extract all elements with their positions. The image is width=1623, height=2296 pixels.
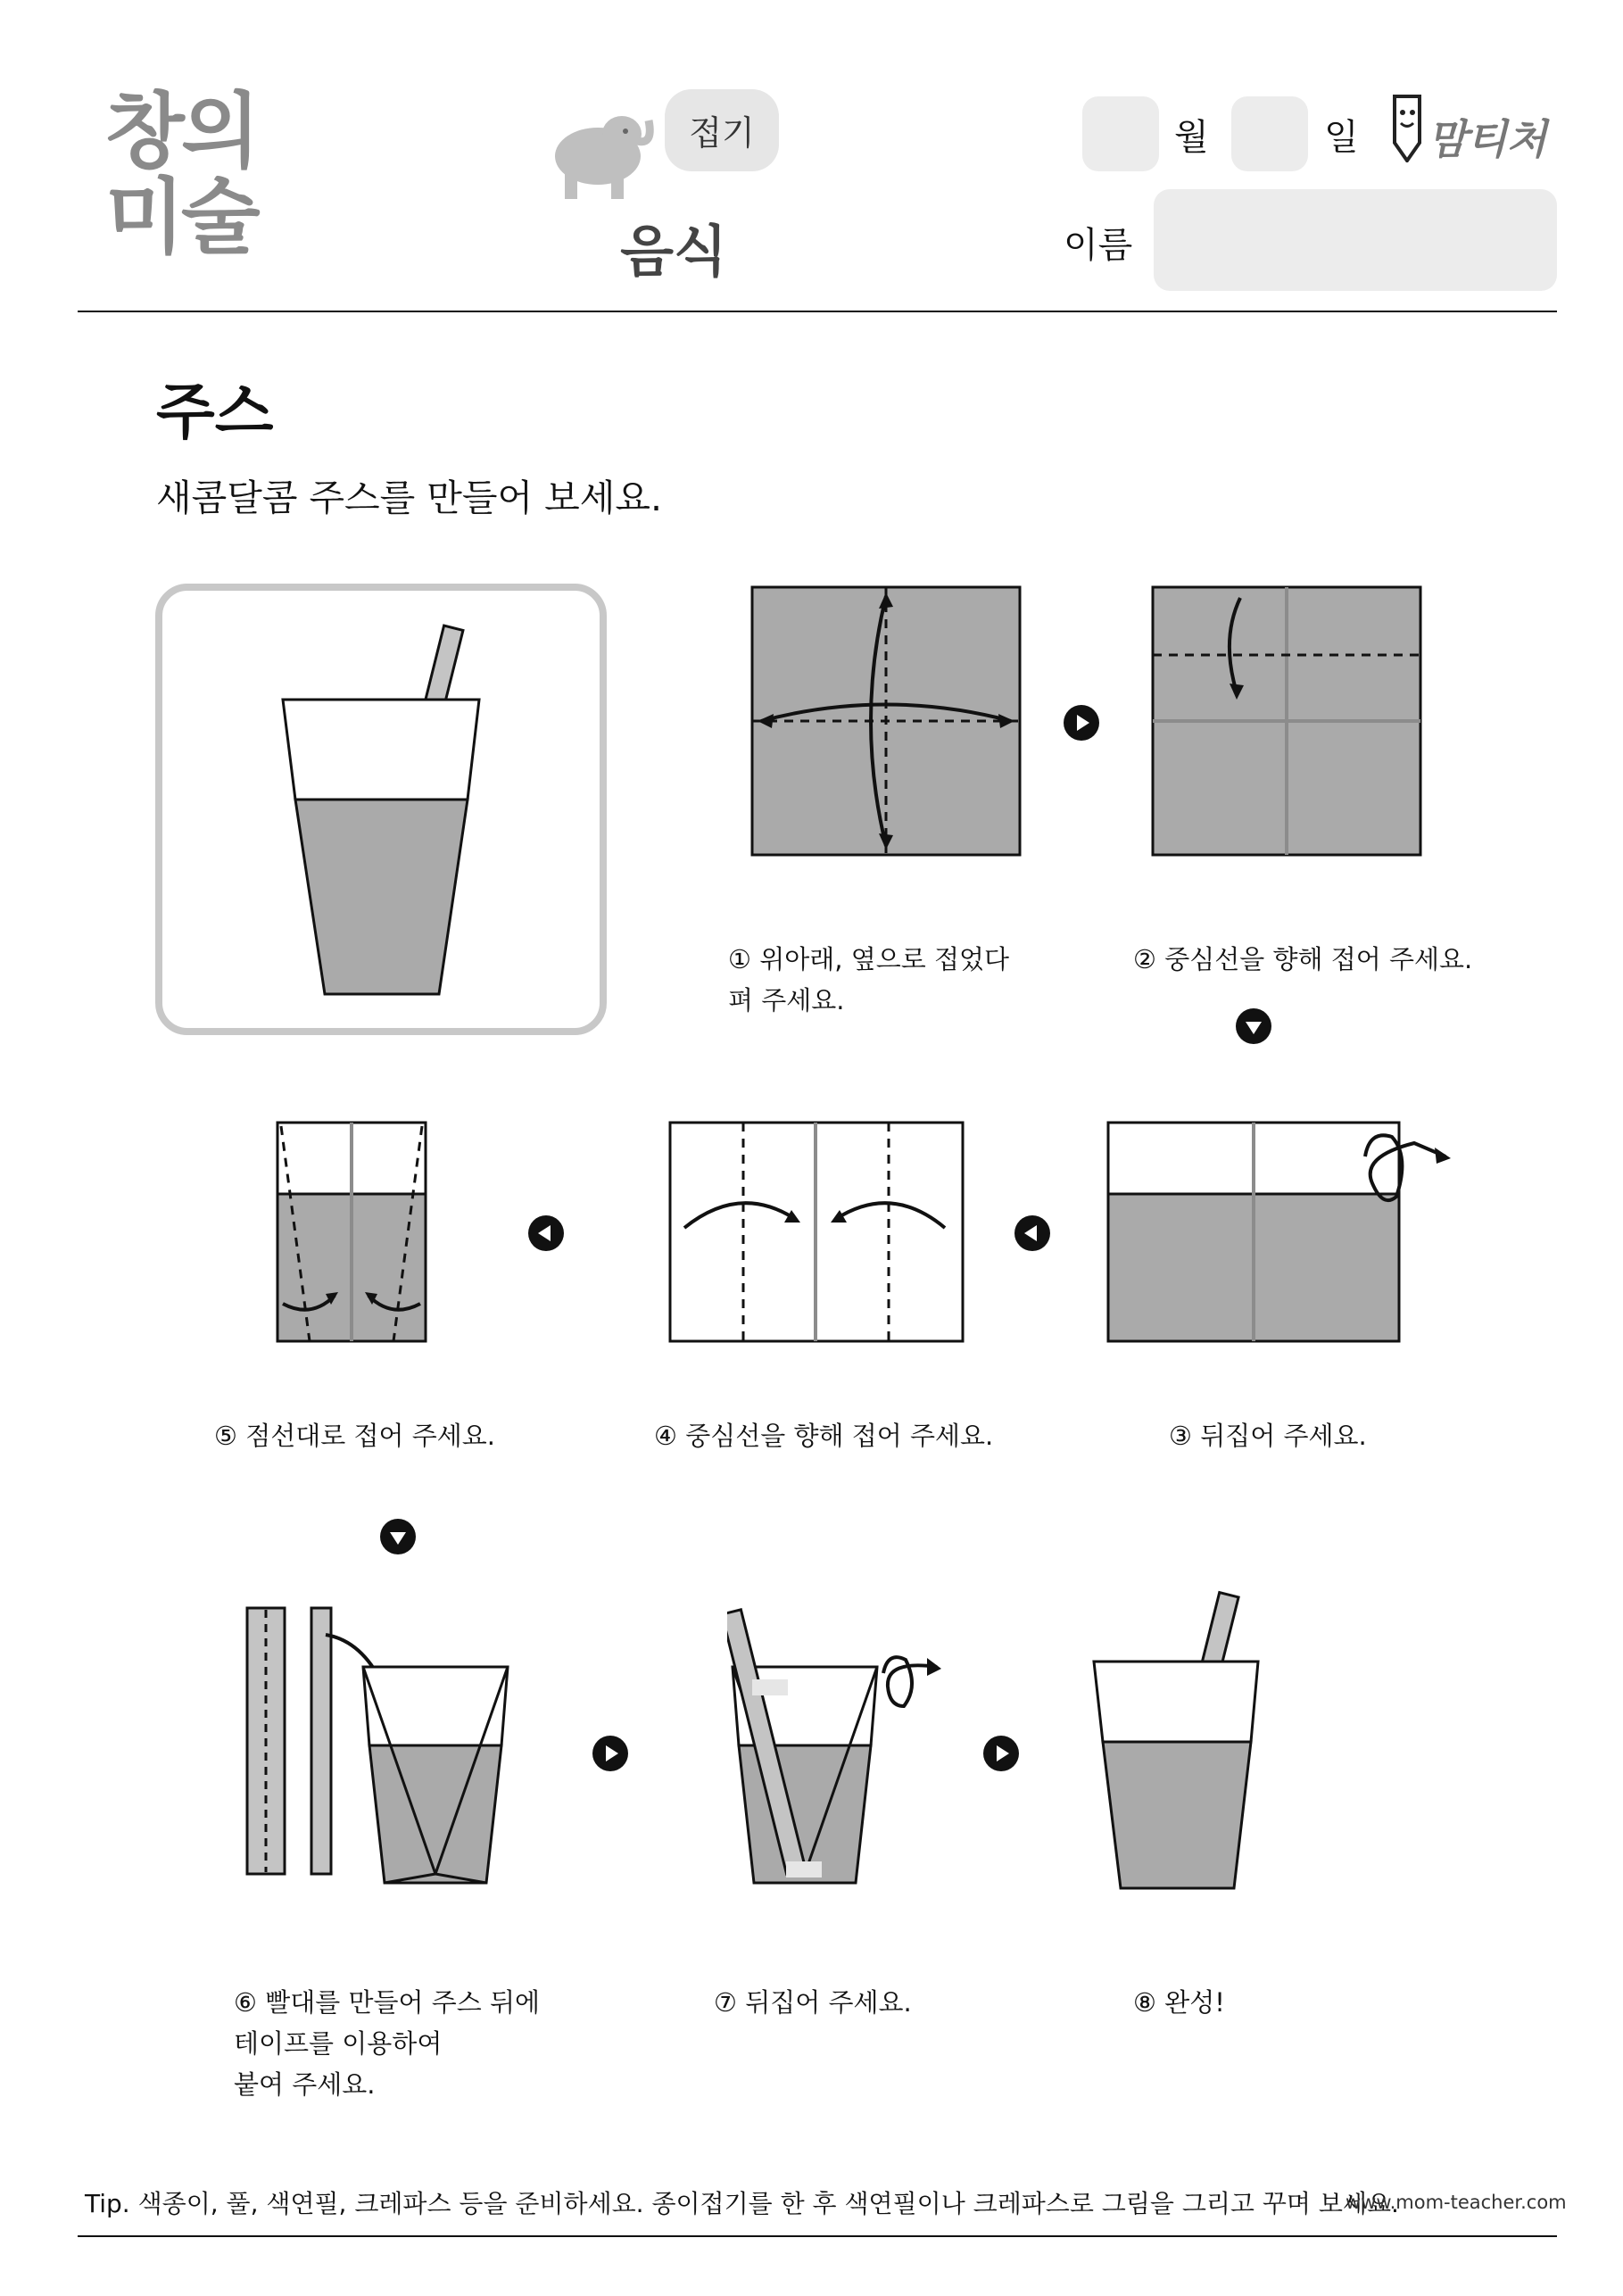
step4-text: ④ 중심선을 향해 접어 주세요. [654,1421,994,1451]
play-right-icon [983,1736,1019,1775]
footer-tip: Tip. 색종이, 풀, 색연필, 크레파스 등을 준비하세요. 종이접기를 한 후 색연필이나 크레파스로 그림을 그리고 꾸며 보세요. [85,2189,1399,2218]
step5-diagram [276,1121,429,1347]
footer-site[interactable]: www.mom-teacher.com [1346,2192,1567,2213]
page-subtitle: 새콤달콤 주스를 만들어 보세요. [156,477,663,519]
play-left-icon [528,1215,564,1255]
page-title: 주스 [156,377,274,448]
step1-diagram [750,585,1023,862]
day-label: 일 [1324,117,1359,158]
step2-diagram [1151,585,1424,862]
day-box[interactable] [1231,96,1308,171]
footer-divider [78,2235,1557,2237]
play-left-icon [1014,1215,1050,1255]
site-logo: 맘티처 [1428,115,1547,163]
play-down-icon [1236,1008,1271,1048]
header-divider [78,311,1557,312]
play-right-icon [1064,705,1099,744]
topic-label: 음식 [620,219,727,284]
play-right-icon [592,1736,628,1775]
elephant-icon [549,103,656,204]
category-label: 접기 [689,113,755,153]
step5-text: ⑤ 점선대로 접어 주세요. [214,1421,495,1451]
pencil-mascot-icon [1386,89,1428,166]
step6-diagram [245,1606,531,1895]
month-label: 월 [1174,117,1209,158]
step8-diagram [1089,1588,1267,1913]
step6-text: ⑥ 빨대를 만들어 주스 뒤에 테이프를 이용하여 붙여 주세요. [234,1987,541,2100]
month-box[interactable] [1082,96,1159,171]
name-label: 이름 [1064,225,1133,266]
step1-text: ① 위아래, 옆으로 접었다 펴 주세요. [728,944,1009,1015]
step7-diagram [727,1606,941,1895]
play-down-icon [380,1519,416,1558]
step2-text: ② 중심선을 향해 접어 주세요. [1133,944,1473,974]
step8-text: ⑧ 완성! [1133,1987,1225,2018]
name-field[interactable] [1154,189,1557,291]
step3-diagram [1106,1121,1451,1347]
finished-preview [155,584,607,1039]
brand-logo: 창의미술 [105,84,257,265]
step3-text: ③ 뒤집어 주세요. [1169,1421,1367,1451]
step7-text: ⑦ 뒤집어 주세요. [714,1987,912,2018]
step4-diagram [668,1121,966,1347]
